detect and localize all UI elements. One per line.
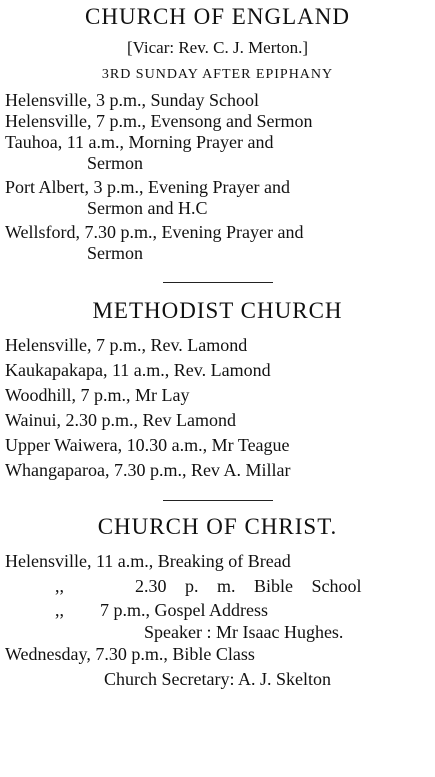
coc-wednesday: Wednesday, 7.30 p.m., Bible Class xyxy=(5,644,255,664)
methodist-service-3: Woodhill, 7 p.m., Mr Lay xyxy=(5,385,190,405)
church-of-england-title: CHURCH OF ENGLAND xyxy=(85,4,350,29)
section-divider-1 xyxy=(163,282,273,283)
coe-service-4: Port Albert, 3 p.m., Evening Prayer and Sermon and H.C xyxy=(5,177,290,218)
church-of-christ-title: CHURCH OF CHRIST. xyxy=(97,514,338,539)
methodist-service-2: Kaukapakapa, 11 a.m., Rev. Lamond xyxy=(5,360,271,380)
coe-service-1: Helensville, 3 p.m., Sunday School xyxy=(5,90,259,110)
ditto-mark: ,, xyxy=(55,576,64,596)
section-divider-2 xyxy=(163,500,273,501)
coe-service-5: Wellsford, 7.30 p.m., Evening Prayer and Sermon xyxy=(5,222,304,263)
coe-service-2: Helensville, 7 p.m., Evensong and Sermon xyxy=(5,111,313,131)
coc-service-1: Helensville, 11 a.m., Breaking of Bread xyxy=(5,551,291,571)
church-of-england-section xyxy=(0,0,435,264)
vicar-line: [Vicar: Rev. C. J. Merton.] xyxy=(126,38,309,57)
coc-service-3: ,, 7 p.m., Gospel Address xyxy=(0,599,435,622)
church-secretary-line: Church Secretary: A. J. Skelton xyxy=(104,669,331,689)
methodist-service-4: Wainui, 2.30 p.m., Rev Lamond xyxy=(5,410,237,430)
speaker-line: Speaker : Mr Isaac Hughes. xyxy=(144,622,344,642)
coc-service-2: ,, 2.30 p. m. Bible School xyxy=(0,574,435,599)
church-of-christ-section xyxy=(0,513,435,690)
methodist-service-6: Whangaparoa, 7.30 p.m., Rev A. Millar xyxy=(5,460,291,480)
methodist-service-1: Helensville, 7 p.m., Rev. Lamond xyxy=(5,335,248,355)
coe-service-3: Tauhoa, 11 a.m., Morning Prayer and Sermon xyxy=(5,132,274,173)
methodist-service-5: Upper Waiwera, 10.30 a.m., Mr Teague xyxy=(5,435,290,455)
occasion-line: 3RD SUNDAY AFTER EPIPHANY xyxy=(101,67,334,82)
methodist-church-title: METHODIST CHURCH xyxy=(92,298,343,323)
methodist-church-section xyxy=(0,297,435,483)
ditto-mark: ,, xyxy=(55,600,64,620)
